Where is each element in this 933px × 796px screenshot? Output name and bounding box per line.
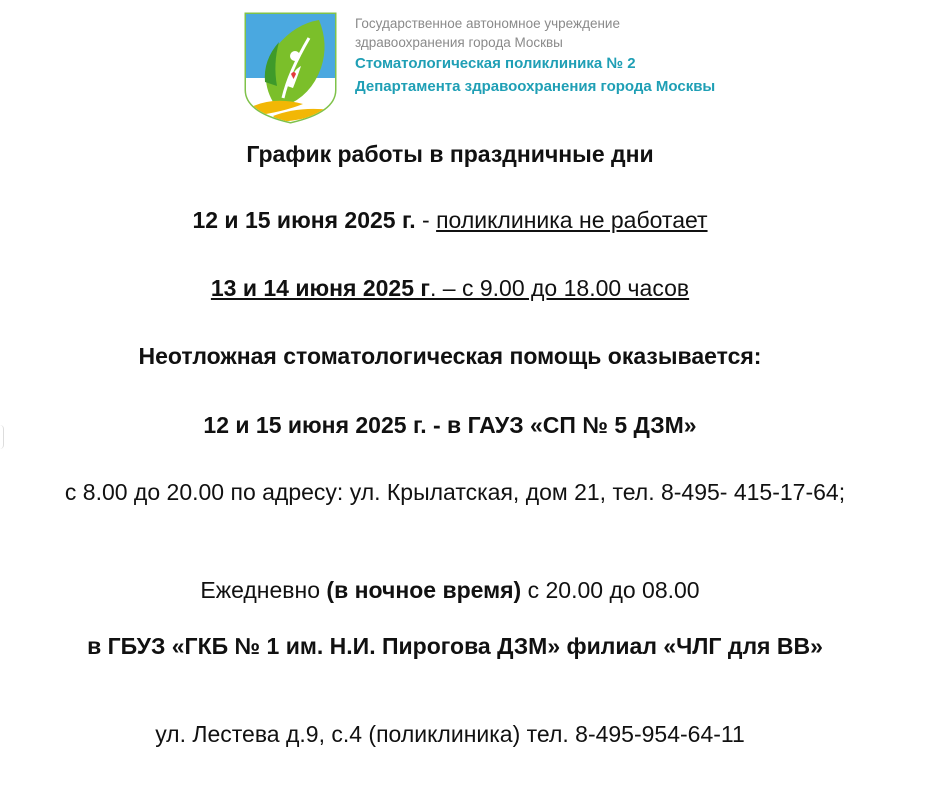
open-dates-line [30,273,870,304]
organization-name [355,14,795,98]
edge-mark [0,425,4,449]
open-hours: . – с 9.00 до 18.00 часов [430,275,690,301]
emergency-heading: Неотложная стоматологическая помощь оказывается: [138,343,762,369]
closed-status: поликлиника не работает [436,207,708,233]
open-dates: 13 и 14 июня 2025 г [210,275,430,301]
daily-schedule-line [30,575,870,606]
closed-dates: 12 и 15 июня 2025 г. [192,207,416,233]
leaf-person-emblem-icon [243,12,338,124]
notice-title: График работы в праздничные дни [246,141,654,167]
emergency-dates-place: 12 и 15 июня 2025 г. - в ГАУЗ «СП № 5 ДЗМ» [203,412,697,438]
night-address: ул. Лестева д.9, с.4 (поликлиника) тел. 8-495-954-64-11 [155,721,745,747]
org-line-1: Государственное автономное учреждение [355,16,620,31]
org-line-4: Департамента здравоохранения города Москвы [355,78,716,95]
org-line-3: Стоматологическая поликлиника № 2 [355,55,636,72]
org-line-2: здравоохранения города Москвы [355,35,563,50]
daily-night: (в ночное время) [326,577,522,603]
header [243,12,803,124]
night-place: в ГБУЗ «ГКБ № 1 им. Н.И. Пирогова ДЗМ» филиал «ЧЛГ для ВВ» [87,633,823,659]
daily-prefix: Ежедневно [200,577,327,603]
daily-hours: с 20.00 до 08.00 [521,577,700,603]
closed-separator: - [415,207,437,233]
closed-dates-line [30,205,870,236]
emergency-address: с 8.00 до 20.00 по адресу: ул. Крылатская, дом 21, тел. 8-495- 415-17-64; [64,479,846,505]
